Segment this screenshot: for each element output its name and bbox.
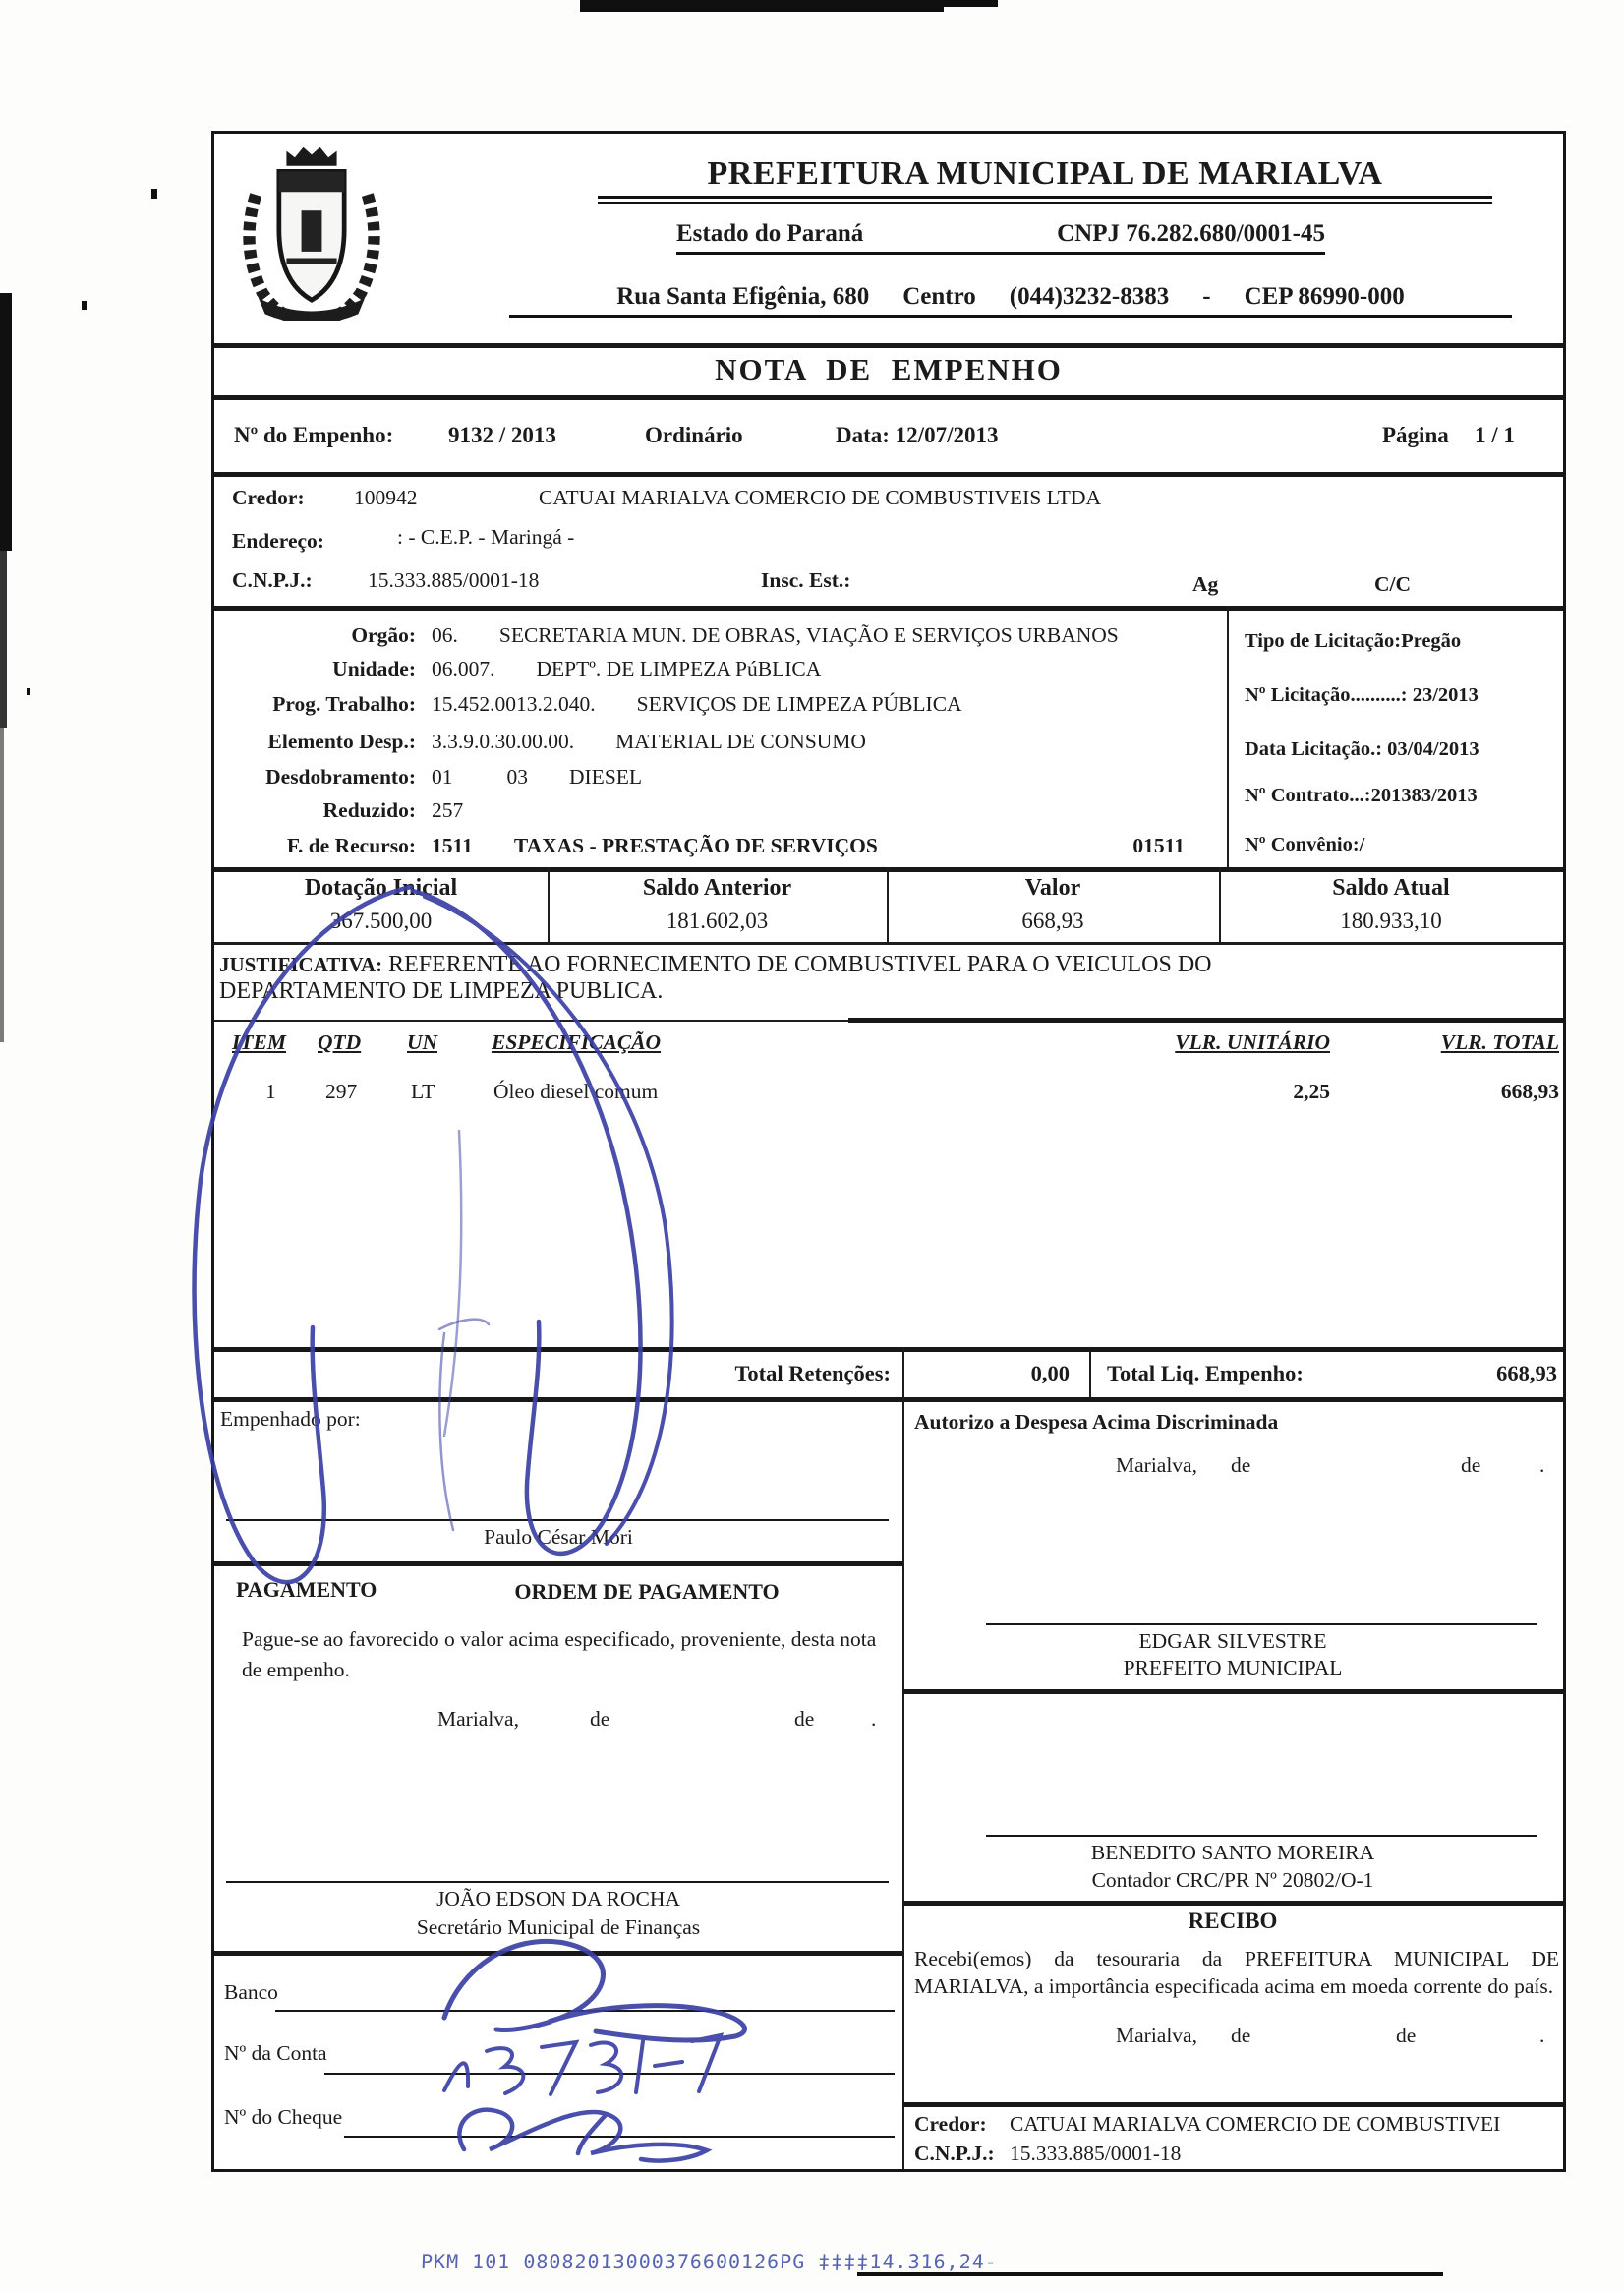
fonte-recurso-row bbox=[214, 834, 1222, 863]
reduzido-row bbox=[214, 798, 1222, 828]
item-especificacao: Óleo diesel comum bbox=[493, 1080, 659, 1103]
item-qtd: 297 bbox=[325, 1080, 358, 1103]
total-retencoes-label: Total Retenções: bbox=[734, 1361, 891, 1385]
city-name: Marialva, bbox=[1116, 2024, 1197, 2047]
valor-value: 668,93 bbox=[1021, 909, 1084, 933]
data-licitacao: Data Licitação.: 03/04/2013 bbox=[1245, 738, 1479, 760]
saldo-anterior-header: Saldo Anterior bbox=[642, 875, 792, 901]
nota-de-empenho-form bbox=[211, 131, 1566, 2172]
header-state-cnpj bbox=[676, 220, 1325, 255]
municipal-crest-icon bbox=[232, 144, 391, 321]
empenho-number-label: Nº do Empenho: bbox=[234, 423, 394, 447]
de-word: de bbox=[590, 1707, 610, 1731]
field-label: Orgão: bbox=[351, 623, 416, 647]
divider bbox=[214, 472, 1563, 477]
total-liq-value: 668,93 bbox=[1496, 1361, 1557, 1385]
page-label: Página bbox=[1382, 423, 1449, 447]
numero-contrato: Nº Contrato...:201383/2013 bbox=[1245, 785, 1478, 806]
de-word: de bbox=[1461, 1453, 1481, 1477]
justificativa-text-line1: REFERENTE AO FORNECIMENTO DE COMBUSTIVEL PARA O VEICULOS DO bbox=[388, 952, 1212, 977]
de-word: de bbox=[794, 1707, 815, 1731]
empenho-row bbox=[214, 423, 1563, 458]
field-desc: MATERIAL DE CONSUMO bbox=[615, 730, 866, 753]
bank-validation-stamp: PKM 101 08082013000376600126PG ‡‡‡‡14.316,24- bbox=[420, 2250, 999, 2273]
recibo-cnpj-label: C.N.P.J.: bbox=[914, 2142, 995, 2165]
recibo-title: RECIBO bbox=[1188, 1909, 1278, 1933]
secretario-name: JOÃO EDSON DA ROCHA bbox=[436, 1887, 680, 1910]
justificativa-label: JUSTIFICATIVA: bbox=[219, 953, 383, 976]
field-desc: TAXAS - PRESTAÇÃO DE SERVIÇOS bbox=[513, 834, 878, 857]
item-number: 1 bbox=[265, 1080, 276, 1103]
pagamento-texto: Pague-se ao favorecido o valor acima especificado, proveniente, desta nota de empenho. bbox=[242, 1627, 877, 1681]
state-label: Estado do Paraná bbox=[676, 220, 864, 247]
saldo-anterior-value: 181.602,03 bbox=[666, 909, 769, 933]
pagamento-date-line bbox=[214, 1707, 902, 1736]
scan-artifact-top-bar bbox=[580, 0, 944, 12]
justificativa-block bbox=[219, 952, 1546, 1005]
ordem-pagamento-title: ORDEM DE PAGAMENTO bbox=[514, 1579, 780, 1604]
divider-vertical bbox=[1089, 1351, 1091, 1397]
divider bbox=[902, 1689, 1563, 1694]
saldo-atual-header: Saldo Atual bbox=[1332, 875, 1450, 901]
recibo-credor-name: CATUAI MARIALVA COMERCIO DE COMBUSTIVEI bbox=[1010, 2112, 1501, 2136]
header-address-line bbox=[509, 283, 1512, 318]
scan-artifact-dot-1 bbox=[151, 189, 157, 199]
phone: (044)3232-8383 bbox=[1009, 283, 1170, 310]
field-desc: DIESEL bbox=[569, 765, 643, 789]
divider bbox=[214, 606, 1563, 611]
recibo-cnpj-value: 15.333.885/0001-18 bbox=[1010, 2142, 1182, 2165]
signature-line bbox=[986, 1623, 1537, 1625]
recibo-texto: Recebi(emos) da tesouraria da PREFEITURA MUNICIPAL DE MARIALVA, a importância especificada acima em moeda corrente do país. bbox=[914, 1947, 1559, 1998]
recibo-credor-label: Credor: bbox=[914, 2112, 987, 2136]
itens-header-row bbox=[214, 1030, 1563, 1064]
field-code: 06.007. bbox=[432, 657, 495, 680]
divider bbox=[214, 1561, 902, 1566]
empenho-date: Data: 12/07/2013 bbox=[836, 423, 999, 447]
conta-label: Nº da Conta bbox=[224, 2041, 327, 2065]
period-mark: . bbox=[1539, 2024, 1545, 2047]
cnpj-label: C.N.P.J.: bbox=[232, 568, 313, 592]
dotacao-inicial-value: 367.500,00 bbox=[329, 909, 433, 933]
banco-label: Banco bbox=[224, 1980, 278, 2004]
item-vlr-total: 668,93 bbox=[1500, 1080, 1559, 1103]
numero-licitacao: Nº Licitação..........: 23/2013 bbox=[1245, 684, 1479, 706]
field-code2: 03 bbox=[506, 765, 528, 789]
desdobramento-row bbox=[214, 765, 1222, 794]
total-retencoes-value: 0,00 bbox=[1030, 1361, 1070, 1385]
credor-label: Credor: bbox=[232, 486, 305, 509]
scan-artifact-left-strip bbox=[0, 293, 12, 551]
vlr-total-col-header: VLR. TOTAL bbox=[1440, 1030, 1559, 1054]
qtd-col-header: QTD bbox=[318, 1030, 362, 1054]
signature-line bbox=[986, 1835, 1537, 1837]
empenhado-signatory-name: Paulo César Mori bbox=[484, 1525, 633, 1549]
prog-trabalho-row bbox=[214, 692, 1222, 722]
item-col-header: ITEM bbox=[232, 1030, 286, 1054]
insc-est-label: Insc. Est.: bbox=[761, 568, 851, 592]
empenho-number: 9132 / 2013 bbox=[448, 423, 556, 447]
field-desc: DEPTº. DE LIMPEZA PúBLICA bbox=[536, 657, 822, 680]
secretario-cargo: Secretário Municipal de Finanças bbox=[416, 1915, 701, 1939]
tipo-licitacao: Tipo de Licitação:Pregão bbox=[1245, 630, 1462, 652]
empenhado-por-label: Empenhado por: bbox=[220, 1407, 361, 1431]
item-row bbox=[214, 1080, 1563, 1113]
valor-header: Valor bbox=[1024, 875, 1081, 901]
period-mark: . bbox=[1539, 1453, 1545, 1477]
divider bbox=[848, 1018, 1563, 1023]
street-address: Rua Santa Efigênia, 680 bbox=[616, 283, 870, 310]
field-label: Elemento Desp.: bbox=[267, 730, 416, 753]
scan-artifact-left-strip-3 bbox=[0, 728, 4, 1042]
signature-line bbox=[226, 1881, 889, 1883]
elemento-desp-row bbox=[214, 730, 1222, 759]
field-label: Desdobramento: bbox=[265, 765, 416, 789]
de-word: de bbox=[1231, 2024, 1251, 2047]
divider bbox=[214, 1951, 902, 1956]
autorizo-date-line bbox=[214, 1453, 1563, 1483]
recibo-cnpj-line bbox=[914, 2142, 1559, 2166]
unidade-row bbox=[214, 657, 1222, 686]
divider bbox=[214, 1397, 1563, 1402]
cc-label: C/C bbox=[1374, 572, 1412, 596]
field-desc: SERVIÇOS DE LIMPEZA PÚBLICA bbox=[636, 692, 962, 716]
field-code: 3.3.9.0.30.00.00. bbox=[432, 730, 575, 753]
cheque-fill-line bbox=[344, 2136, 895, 2138]
endereco-value: : - C.E.P. - Maringá - bbox=[397, 525, 575, 549]
divider bbox=[214, 1347, 1563, 1352]
divider bbox=[902, 2102, 1563, 2107]
recibo-date-line bbox=[214, 2024, 1563, 2053]
totais-row bbox=[214, 1361, 1563, 1394]
contador-name: BENEDITO SANTO MOREIRA bbox=[1090, 1841, 1375, 1864]
divider-vertical bbox=[1227, 606, 1229, 867]
cep: CEP 86990-000 bbox=[1244, 283, 1405, 310]
period-mark: . bbox=[871, 1707, 877, 1731]
cheque-label: Nº do Cheque bbox=[224, 2105, 343, 2129]
city-name: Marialva, bbox=[1116, 1453, 1197, 1477]
total-liq-label: Total Liq. Empenho: bbox=[1107, 1361, 1304, 1385]
field-code: 06. bbox=[432, 623, 458, 647]
field-code: 257 bbox=[432, 798, 464, 822]
especificacao-col-header: ESPECIFICAÇÃO bbox=[492, 1030, 662, 1054]
scan-artifact-top-bar-2 bbox=[939, 0, 998, 7]
divider-vertical bbox=[902, 1397, 904, 2169]
conta-fill-line bbox=[324, 2073, 895, 2075]
endereco-label: Endereço: bbox=[232, 529, 324, 553]
field-label: Reduzido: bbox=[322, 798, 416, 822]
divider-vertical bbox=[902, 1347, 904, 1401]
autorizo-title: Autorizo a Despesa Acima Discriminada bbox=[914, 1410, 1279, 1434]
field-code: 1511 bbox=[432, 834, 473, 857]
divider bbox=[214, 867, 1563, 872]
vlr-unitario-col-header: VLR. UNITÁRIO bbox=[1175, 1030, 1330, 1054]
field-label: Unidade: bbox=[332, 657, 416, 680]
item-vlr-unitario: 2,25 bbox=[1293, 1080, 1330, 1103]
pagamento-title: PAGAMENTO bbox=[236, 1577, 377, 1602]
scan-artifact-left-strip-2 bbox=[0, 551, 7, 728]
numero-convenio: Nº Convênio:/ bbox=[1245, 834, 1365, 855]
scan-artifact-dot-2 bbox=[82, 301, 87, 310]
district: Centro bbox=[902, 283, 976, 310]
prefeito-cargo: PREFEITO MUNICIPAL bbox=[1123, 1656, 1343, 1679]
de-word: de bbox=[1396, 2024, 1417, 2047]
document-title: NOTA DE EMPENHO bbox=[715, 352, 1063, 386]
header-cnpj: CNPJ 76.282.680/0001-45 bbox=[1057, 220, 1325, 247]
divider bbox=[902, 1901, 1563, 1906]
dash: - bbox=[1202, 283, 1211, 310]
credor-code: 100942 bbox=[354, 486, 418, 509]
divider bbox=[214, 343, 1563, 348]
signature-line bbox=[226, 1519, 889, 1521]
page-number: 1 / 1 bbox=[1475, 423, 1515, 447]
dotacao-inicial-header: Dotação Inicial bbox=[304, 875, 458, 901]
credor-section bbox=[214, 486, 1563, 606]
credor-name: CATUAI MARIALVA COMERCIO DE COMBUSTIVEIS LTDA bbox=[539, 486, 1101, 509]
cnpj-value: 15.333.885/0001-18 bbox=[368, 568, 540, 592]
contador-cargo: Contador CRC/PR Nº 20802/O-1 bbox=[1091, 1868, 1374, 1892]
item-un: LT bbox=[411, 1080, 435, 1103]
prefeitura-title: PREFEITURA MUNICIPAL DE MARIALVA bbox=[598, 155, 1492, 199]
ag-label: Ag bbox=[1192, 572, 1219, 596]
banco-fill-line bbox=[275, 2010, 895, 2012]
de-word: de bbox=[1231, 1453, 1251, 1477]
scan-artifact-dot-3 bbox=[27, 688, 30, 695]
un-col-header: UN bbox=[407, 1030, 438, 1054]
city-name: Marialva, bbox=[437, 1707, 519, 1731]
field-label: F. de Recurso: bbox=[286, 834, 416, 857]
prefeito-name: EDGAR SILVESTRE bbox=[1138, 1629, 1327, 1653]
orgao-row bbox=[214, 623, 1222, 653]
saldo-atual-value: 180.933,10 bbox=[1340, 909, 1442, 933]
divider bbox=[214, 942, 1563, 945]
field-code: 15.452.0013.2.040. bbox=[432, 692, 596, 716]
recibo-credor-line bbox=[914, 2112, 1559, 2137]
field-label: Prog. Trabalho: bbox=[272, 692, 416, 716]
field-desc: SECRETARIA MUN. DE OBRAS, VIAÇÃO E SERVIÇOS URBANOS bbox=[498, 623, 1119, 647]
field-code: 01 bbox=[432, 765, 453, 789]
empenho-type: Ordinário bbox=[645, 423, 743, 447]
justificativa-text-line2: DEPARTAMENTO DE LIMPEZA PUBLICA. bbox=[219, 978, 664, 1004]
field-extra: 01511 bbox=[1132, 834, 1185, 857]
divider bbox=[214, 395, 1563, 400]
